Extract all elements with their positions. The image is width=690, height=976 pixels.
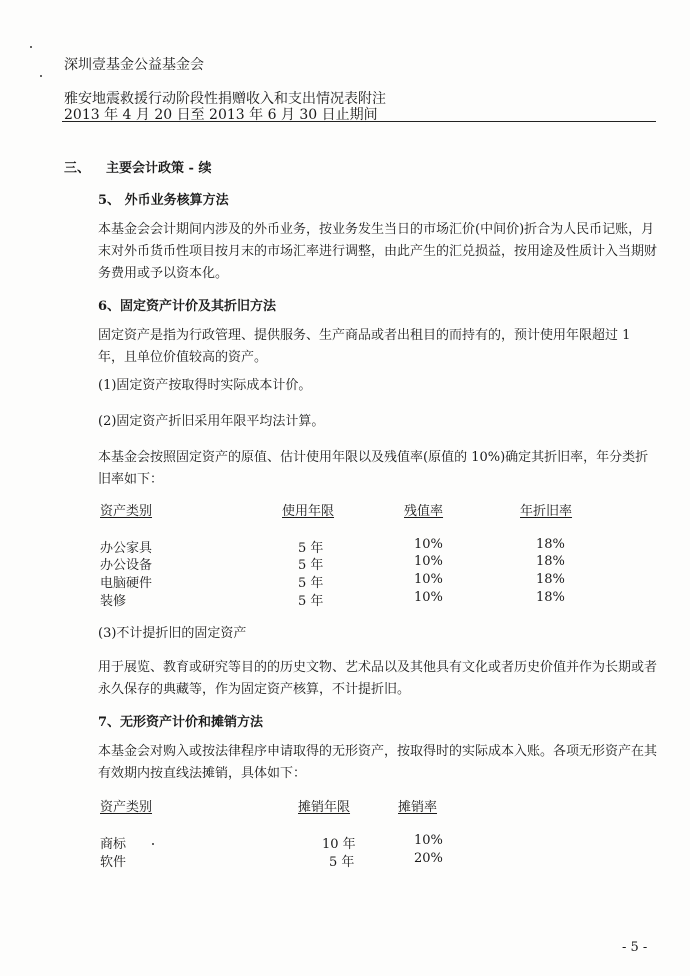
table-cell: 5 年: [298, 594, 324, 609]
table-header: 残值率: [404, 504, 444, 519]
table-cell: 18%: [536, 572, 565, 587]
table-header: 摊销率: [398, 800, 438, 815]
table-cell: 20%: [414, 851, 443, 866]
table-cell: 商标: [100, 837, 127, 852]
report-period: 2013 年 4 月 20 日至 2013 年 6 月 30 日止期间: [64, 107, 378, 123]
table-header: 摊销年限: [298, 800, 351, 815]
table-cell: 10%: [414, 590, 443, 605]
table-cell: 电脑硬件: [100, 576, 153, 591]
table-cell: 10%: [414, 572, 443, 587]
table-cell: 18%: [536, 537, 565, 552]
table-cell: 10 年: [322, 837, 356, 852]
scan-speck: [30, 46, 32, 48]
table-header: 使用年限: [282, 504, 335, 519]
org-name: 深圳壹基金公益基金会: [64, 57, 204, 73]
table-header: 资产类别: [100, 504, 153, 519]
heading-6: 6、固定资产计价及其折旧方法: [98, 299, 277, 314]
table-header: 年折旧率: [520, 504, 573, 519]
scan-speck: [40, 75, 42, 77]
para-5: 本基金会会计期间内涉及的外币业务，按业务发生当日的市场汇价(中间价)折合为人民币记账，月末对外币货币性项目按月末的市场汇率进行调整，由此产生的汇兑损益，按用途及性质计入当期财务费用或予以资本化。: [98, 222, 658, 281]
table-cell: 10%: [414, 537, 443, 552]
table-cell: 18%: [536, 554, 565, 569]
para-7: 本基金会对购入或按法律程序申请取得的无形资产，按取得时的实际成本入账。各项无形资产在其有效期内按直线法摊销，具体如下：: [98, 744, 658, 781]
para-6-4: 本基金会按照固定资产的原值、估计使用年限以及残值率(原值的 10%)确定其折旧率，年分类折旧率如下：: [98, 450, 649, 487]
table-cell: 5 年: [298, 541, 324, 556]
para-6-6: 用于展览、教育或研究等目的的历史文物、艺术品以及其他具有文化或者历史价值并作为长期或者永久保存的典藏等，作为固定资产核算，不计提折旧。: [98, 660, 658, 697]
table-cell: 办公设备: [100, 558, 153, 573]
table-cell: 软件: [100, 855, 127, 870]
report-title: 雅安地震救援行动阶段性捐赠收入和支出情况表附注: [64, 91, 386, 107]
heading-7: 7、无形资产计价和摊销方法: [98, 715, 264, 730]
scan-speck: [152, 843, 154, 845]
table-cell: 10%: [414, 833, 443, 848]
page-number: - 5 -: [622, 940, 648, 955]
para-6-1: 固定资产是指为行政管理、提供服务、生产商品或者出租目的而持有的，预计使用年限超过 1 年，且单位价值较高的资产。: [98, 328, 631, 365]
table-cell: 办公家具: [100, 541, 153, 556]
section-number: 三、: [64, 161, 91, 176]
table-header: 资产类别: [100, 800, 153, 815]
heading-5: 5、 外币业务核算方法: [98, 193, 229, 208]
para-6-5: (3)不计提折旧的固定资产: [98, 626, 247, 641]
table-cell: 10%: [414, 554, 443, 569]
table-cell: 5 年: [329, 855, 355, 870]
table-cell: 18%: [536, 590, 565, 605]
table-cell: 5 年: [298, 558, 324, 573]
para-6-3: (2)固定资产折旧采用年限平均法计算。: [98, 414, 325, 429]
section-title: 主要会计政策 - 续: [106, 161, 212, 176]
table-cell: 5 年: [298, 576, 324, 591]
table-cell: 装修: [100, 594, 127, 609]
para-6-2: (1)固定资产按取得时实际成本计价。: [98, 378, 312, 393]
header-rule: [62, 121, 656, 122]
